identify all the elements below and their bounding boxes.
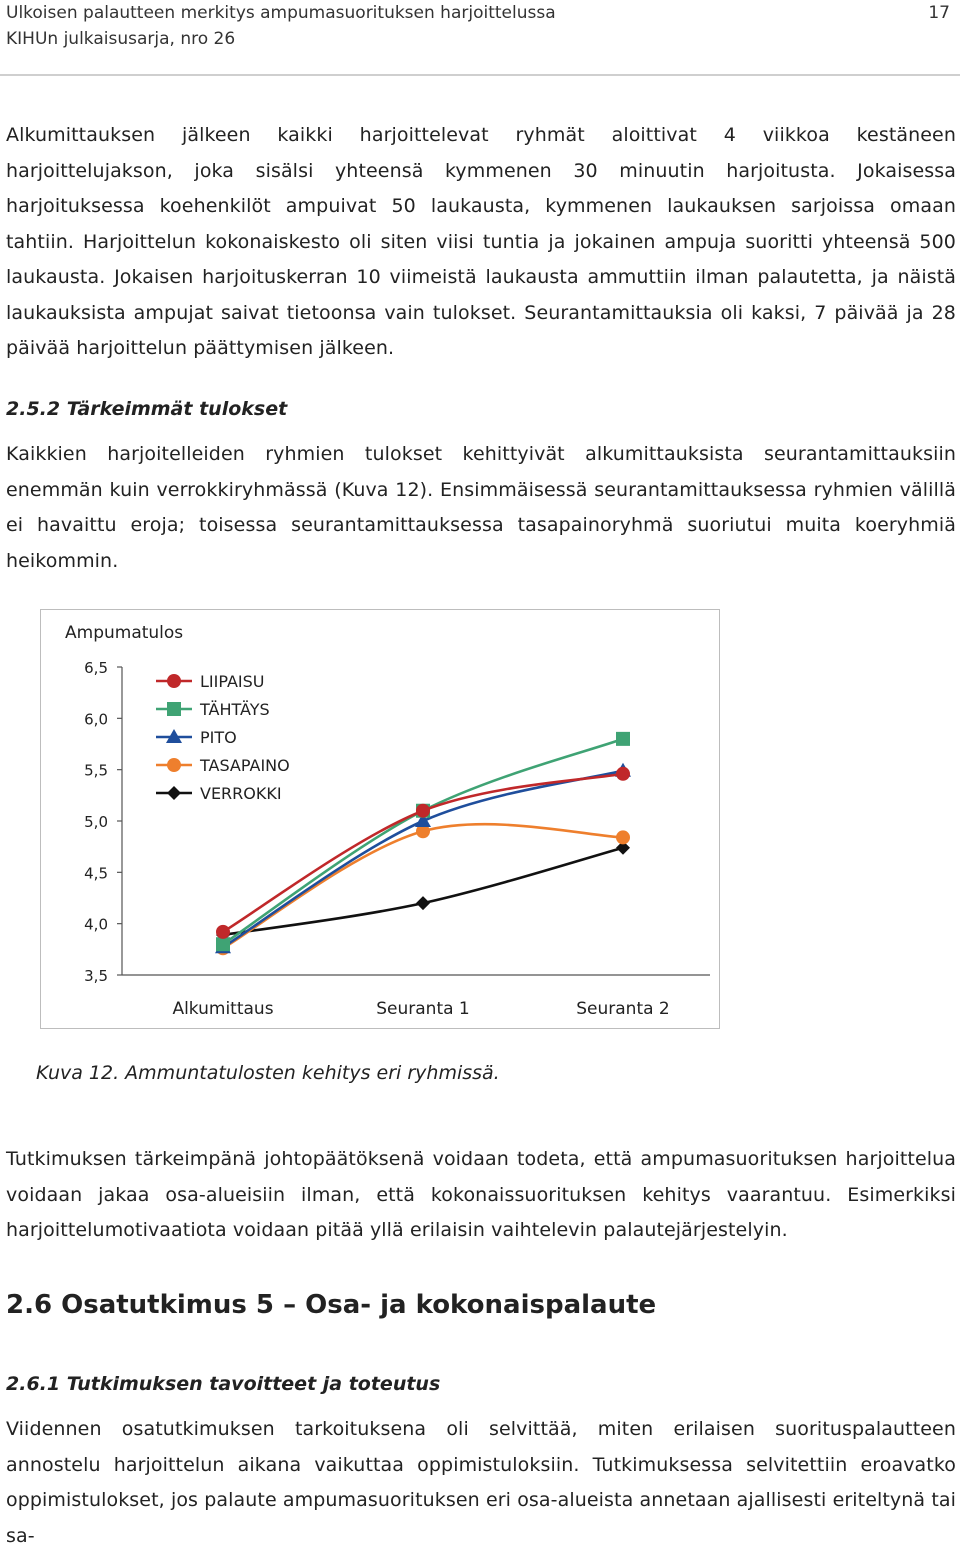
data-point xyxy=(216,937,230,951)
paragraph-results: Kaikkien harjoitelleiden ryhmien tulokset kehittyivät alkumittauksista seurantamittauksiin enemmän kuin verrokkiryhmässä (Kuva 12). Ensimmäisessä seurantamittauksessa ryhmien välillä ei havaittu eroja; toisessa seurantamittauksessa tasapainoryhmä suoriutui muita koeryhmiä heikommin. xyxy=(6,443,956,572)
y-tick-label: 6,5 xyxy=(84,659,108,677)
y-tick-label: 5,0 xyxy=(84,813,108,831)
y-tick-label: 3,5 xyxy=(84,967,108,985)
page-number: 17 xyxy=(928,3,950,23)
data-point xyxy=(416,804,430,818)
y-axis-title: Ampumatulos xyxy=(65,623,184,643)
header-series: KIHUn julkaisusarja, nro 26 xyxy=(6,29,236,49)
running-header xyxy=(6,0,556,52)
legend-marker xyxy=(167,702,181,716)
figure-caption: Kuva 12. Ammuntatulosten kehitys eri ryhmissä. xyxy=(36,1062,500,1084)
x-tick-label: Seuranta 1 xyxy=(376,999,470,1019)
legend-marker xyxy=(167,674,181,688)
x-tick-label: Seuranta 2 xyxy=(576,999,670,1019)
header-divider xyxy=(0,74,960,76)
heading-2-6-1: 2.6.1 Tutkimuksen tavoitteet ja toteutus xyxy=(6,1373,441,1395)
legend-label: VERROKKI xyxy=(200,784,282,803)
paragraph-training-period: Alkumittauksen jälkeen kaikki harjoittelevat ryhmät aloittivat 4 viikkoa kestäneen harjoittelujakson, joka sisälsi yhteensä kymmenen 30 minuutin harjoitusta. Jokaisessa harjoituksessa koehenkilöt ampuivat 50 laukausta, kymmenen laukauksen sarjoissa omaan tahtiin. Harjoittelun kokonaiskesto oli siten viisi tuntia ja jokainen ampuja suoritti yhteensä 500 laukausta. Jokaisen harjoituskerran 10 viimeistä laukausta ammuttiin ilman palautetta, ja näistä laukauksista ampujat saivat tietoonsa vain tulokset. Seurantamittauksia oli kaksi, 7 päivää ja 28 päivää harjoittelun päättymisen jälkeen. xyxy=(6,124,956,359)
legend-label: PITO xyxy=(200,728,237,747)
paragraph-conclusion: Tutkimuksen tärkeimpänä johtopäätöksenä voidaan todeta, että ampumasuorituksen harjoittelua voidaan jakaa osa-alueisiin ilman, että kokonaissuorituksen kehitys vaarantuu. Esimerkiksi harjoittelumotivaatiota voidaan pitää yllä erilaisin vaihtelevin palautejärjestelyin. xyxy=(6,1148,956,1241)
heading-2-5-2: 2.5.2 Tärkeimmät tulokset xyxy=(6,398,288,420)
legend-label: TASAPAINO xyxy=(200,756,290,775)
y-tick-label: 5,5 xyxy=(84,761,108,780)
legend-marker xyxy=(167,758,181,772)
data-point xyxy=(616,732,630,746)
y-tick-label: 4,5 xyxy=(84,864,108,883)
results-line-chart xyxy=(40,609,720,1029)
data-point xyxy=(216,925,230,939)
paragraph-study-5: Viidennen osatutkimuksen tarkoituksena oli selvittää, miten erilaisen suorituspalautteen annostelu harjoittelun aikana vaikuttaa oppimistuloksiin. Tutkimuksessa selvitettiin eroavatko oppimistulokset, jos palaute ampumasuorituksen eri osa-alueista annetaan ajallisesti eriteltynä tai sa- xyxy=(6,1418,956,1547)
header-title: Ulkoisen palautteen merkitys ampumasuorituksen harjoittelussa xyxy=(6,3,556,23)
y-tick-label: 6,0 xyxy=(84,710,108,729)
legend-label: LIIPAISU xyxy=(200,672,265,691)
legend-label: TÄHTÄYS xyxy=(200,700,270,719)
data-point xyxy=(616,767,630,781)
chart-frame xyxy=(41,610,720,1029)
y-tick-label: 4,0 xyxy=(84,915,108,934)
heading-2-6: 2.6 Osatutkimus 5 – Osa- ja kokonaispalaute xyxy=(6,1290,657,1320)
x-tick-label: Alkumittaus xyxy=(172,999,274,1019)
data-point xyxy=(616,830,630,844)
